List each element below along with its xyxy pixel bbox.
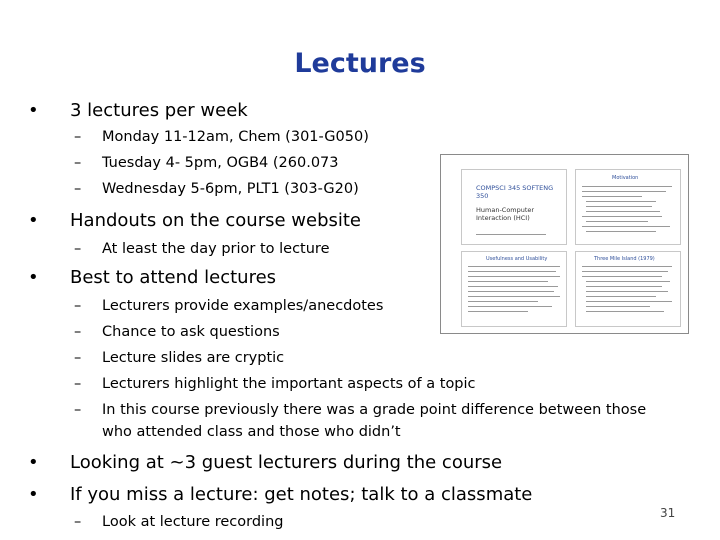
- text-line: [586, 206, 652, 207]
- text-line: [468, 286, 558, 287]
- text-line: [468, 296, 560, 297]
- text-line: [586, 291, 668, 292]
- sub-bullet-text: Monday 11-12am, Chem (301-G050): [102, 129, 369, 145]
- text-line: [468, 311, 528, 312]
- text-line: [468, 301, 538, 302]
- dash: –: [74, 298, 82, 314]
- bullet-dot: •: [28, 267, 39, 288]
- text-line: [468, 281, 548, 282]
- thumbnail-page-subtitle: Human-Computer Interaction (HCI): [476, 206, 535, 222]
- sub-bullet-text: Lecturers highlight the important aspects of a topic: [102, 376, 476, 392]
- text-line: [476, 234, 546, 235]
- text-line: [582, 226, 670, 227]
- sub-bullet-text: Tuesday 4- 5pm, OGB4 (260.073: [102, 155, 339, 171]
- text-line: [582, 276, 662, 277]
- text-line: [586, 201, 656, 202]
- thumbnail-page-title: COMPSCI 345 SOFTENG 350: [476, 184, 554, 200]
- dash: –: [74, 181, 82, 197]
- thumbnail-page-title: Motivation: [612, 175, 639, 181]
- sub-bullet-text: In this course previously there was a grade point difference between those: [102, 402, 647, 418]
- text-line: [586, 211, 660, 212]
- bullet-text: Looking at ~3 guest lecturers during the course: [70, 452, 503, 473]
- sub-bullet-text: Lecturers provide examples/anecdotes: [102, 298, 384, 314]
- thumbnail-page-title: Three Mile Island (1979): [594, 256, 655, 262]
- text-line: [582, 271, 668, 272]
- sub-bullet-text: Wednesday 5-6pm, PLT1 (303-G20): [102, 181, 359, 197]
- bullet-dot: •: [28, 210, 39, 231]
- thumbnail-page-2: [575, 169, 681, 245]
- text-line: [586, 286, 662, 287]
- text-line: [468, 271, 556, 272]
- dash: –: [74, 129, 82, 145]
- thumbnail-page-1: [461, 169, 567, 245]
- text-line: [468, 276, 560, 277]
- text-line: [582, 216, 662, 217]
- dash: –: [74, 376, 82, 392]
- bullet-dot: •: [28, 484, 39, 505]
- text-line: [468, 266, 560, 267]
- dash: –: [74, 155, 82, 171]
- text-line: [586, 311, 664, 312]
- bullet-text: Handouts on the course website: [70, 210, 362, 231]
- bullet-text: If you miss a lecture: get notes; talk to a classmate: [70, 484, 533, 505]
- thumbnail-page-4: [575, 251, 681, 327]
- text-line: [586, 281, 670, 282]
- slide-title: Lectures: [294, 48, 426, 79]
- sub-bullet-text: who attended class and those who didn’t: [102, 424, 401, 440]
- bullet-dot: •: [28, 452, 39, 473]
- thumbnail-page-title: Usefulness and Usability: [486, 256, 548, 262]
- text-line: [582, 266, 672, 267]
- handout-thumbnail: [440, 154, 689, 334]
- text-line: [582, 196, 642, 197]
- text-line: [468, 306, 552, 307]
- text-line: [468, 291, 554, 292]
- sub-bullet-text: Lecture slides are cryptic: [102, 350, 285, 366]
- text-line: [586, 301, 672, 302]
- sub-bullet-text: At least the day prior to lecture: [102, 241, 330, 257]
- sub-bullet-text: Look at lecture recording: [102, 514, 284, 530]
- text-line: [586, 221, 648, 222]
- page-number: 31: [660, 506, 676, 520]
- sub-bullet-text: Chance to ask questions: [102, 324, 280, 340]
- text-line: [586, 306, 650, 307]
- dash: –: [74, 324, 82, 340]
- text-line: [586, 296, 656, 297]
- text-line: [582, 191, 666, 192]
- bullet-text: 3 lectures per week: [70, 100, 248, 121]
- dash: –: [74, 350, 82, 366]
- bullet-dot: •: [28, 100, 39, 121]
- thumbnail-page-3: [461, 251, 567, 327]
- dash: –: [74, 402, 82, 418]
- text-line: [582, 186, 672, 187]
- dash: –: [74, 241, 82, 257]
- text-line: [586, 231, 656, 232]
- bullet-text: Best to attend lectures: [70, 267, 277, 288]
- dash: –: [74, 514, 82, 530]
